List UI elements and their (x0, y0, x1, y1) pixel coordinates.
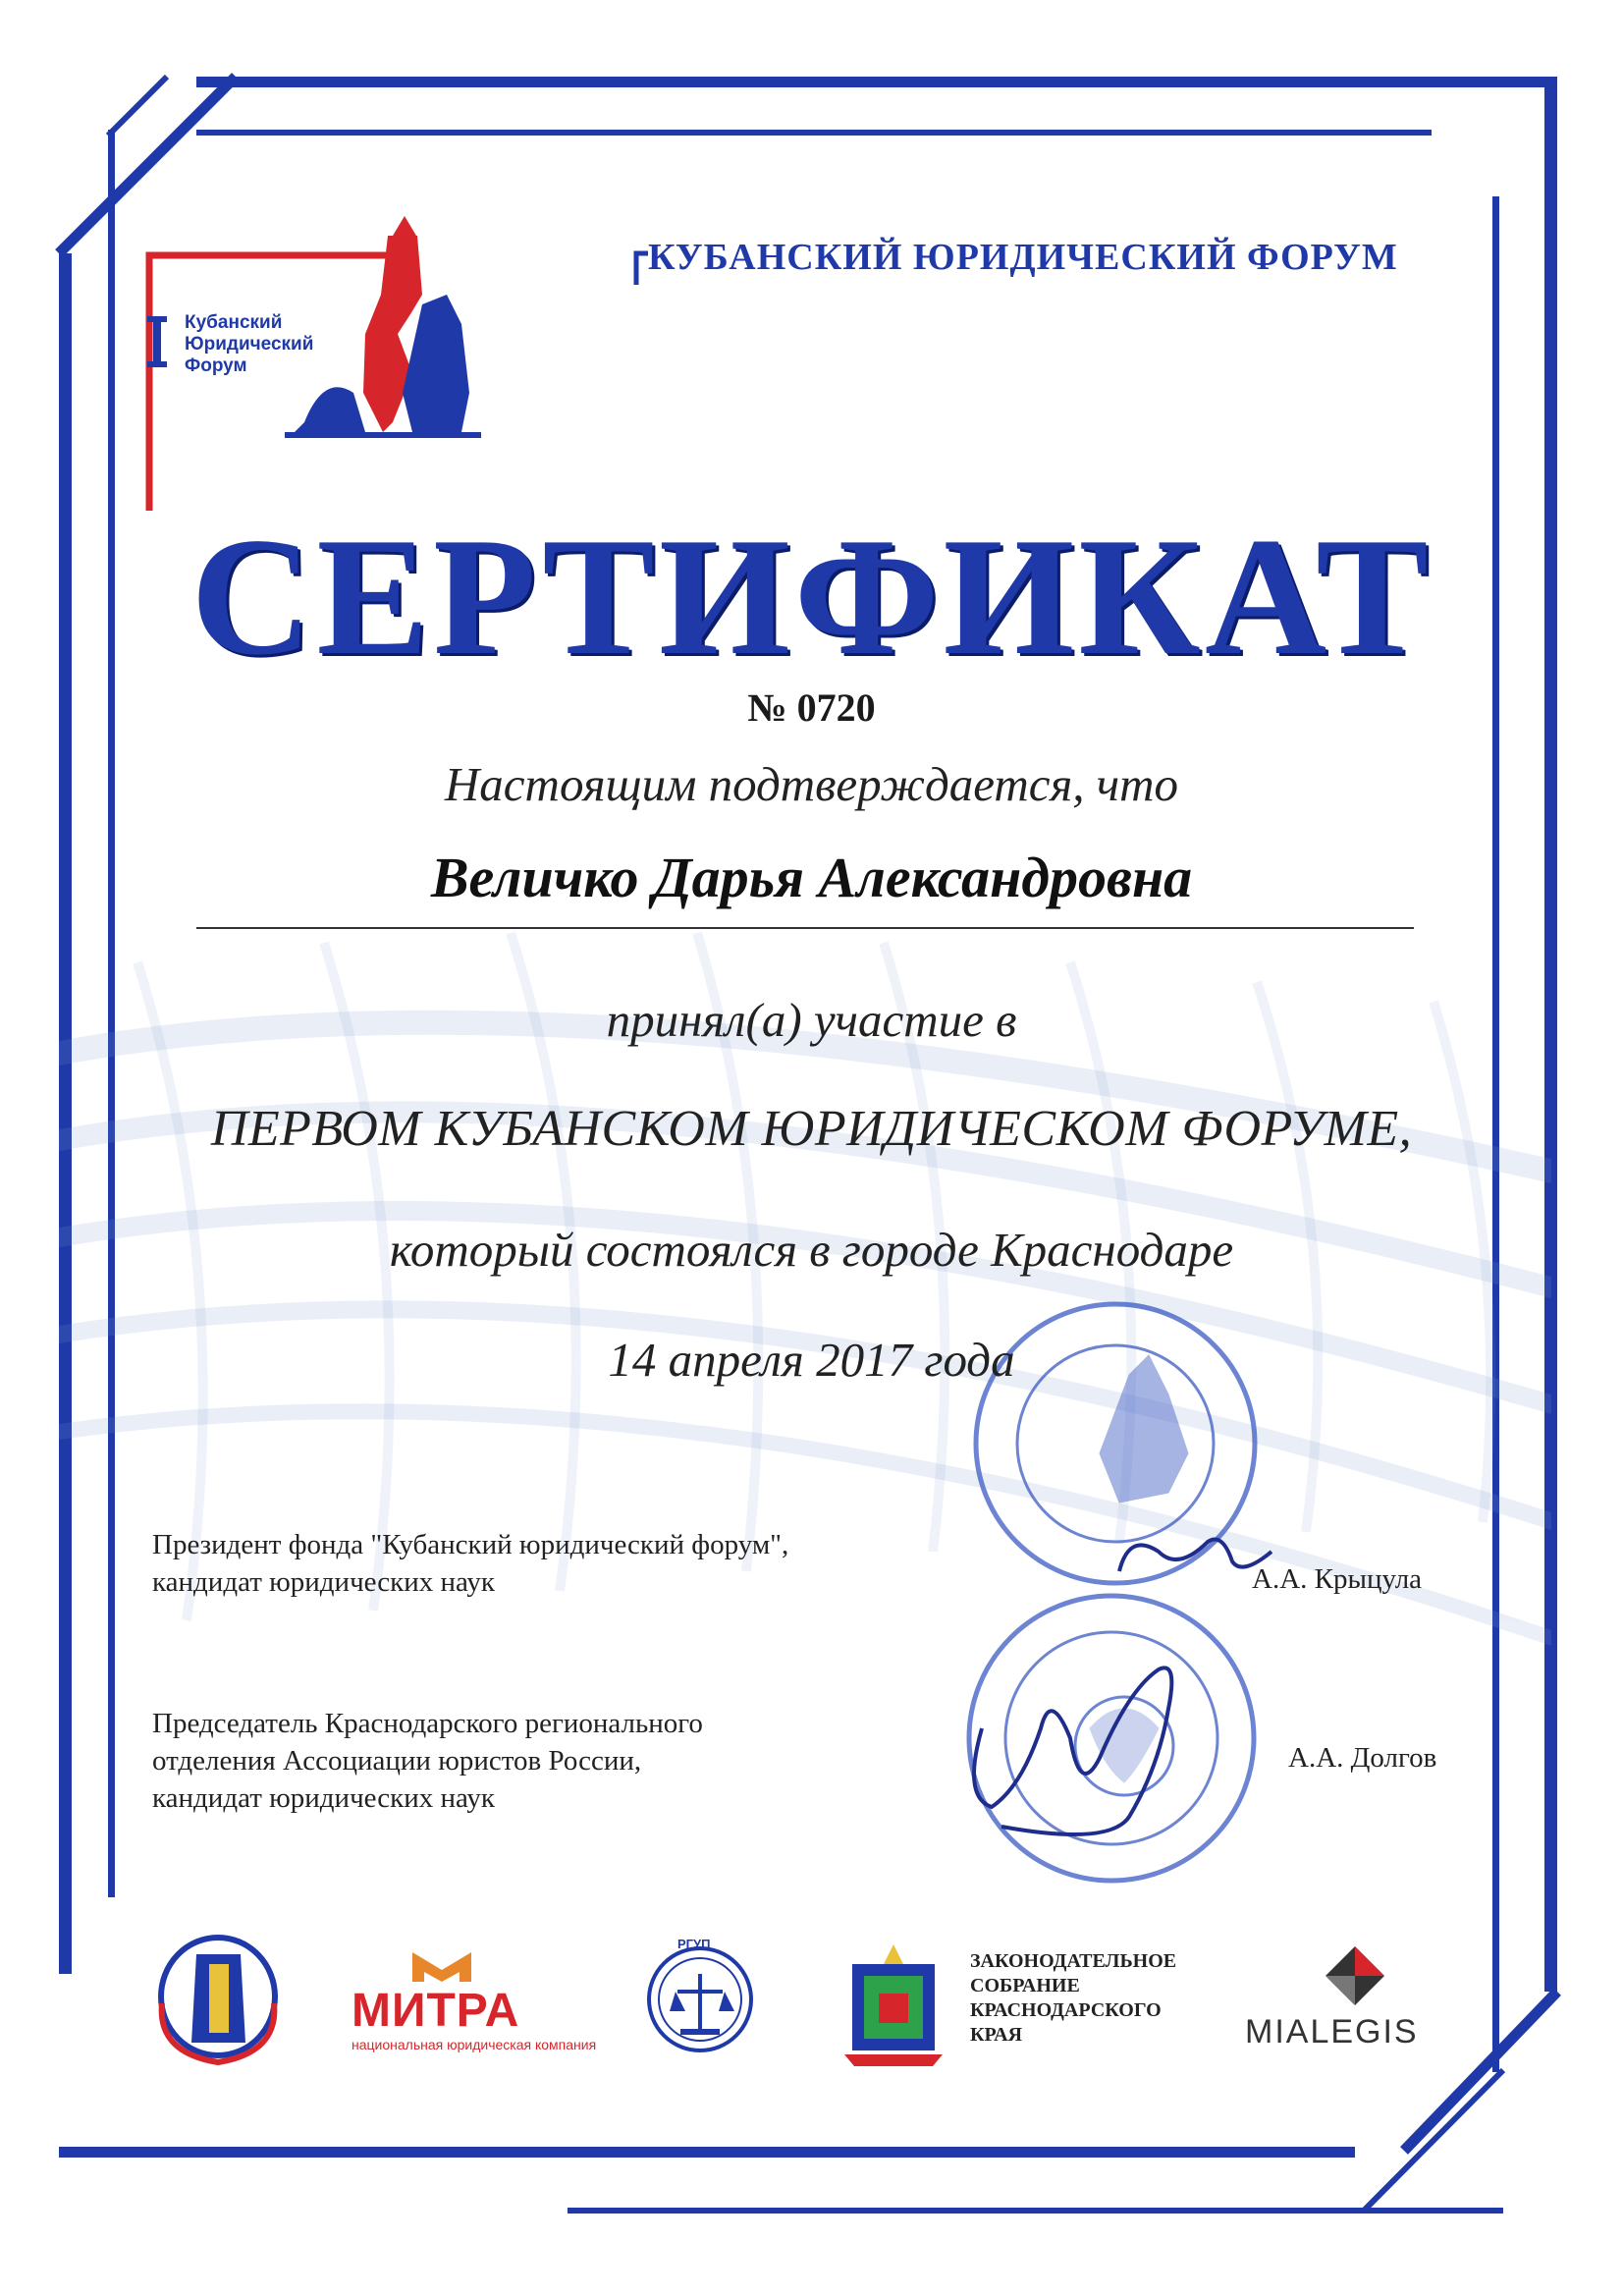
signatory-2-name: А.А. Долгов (1288, 1742, 1437, 1774)
mialegis-logo-name: MIALEGIS (1245, 2013, 1419, 2050)
position-line: Президент фонда "Кубанский юридический форум", (152, 1529, 789, 1560)
assembly-line: КРАСНОДАРСКОГО (970, 1999, 1162, 2021)
forum-logo-text (185, 312, 313, 377)
forum-logo-line: Кубанский (185, 312, 283, 333)
location-line: который состоялся в городе Краснодаре (389, 1223, 1234, 1277)
position-line: Председатель Краснодарского регионального (152, 1708, 703, 1739)
assembly-name (970, 1949, 1176, 2048)
mitra-logo-name: МИТРА (352, 1985, 520, 2037)
association-lawyers-logo (161, 1938, 275, 2062)
event-date: 14 апреля 2017 года (608, 1333, 1015, 1387)
event-name: ПЕРВОМ КУБАНСКОМ ЮРИДИЧЕСКОМ ФОРУМЕ, (210, 1101, 1413, 1157)
assembly-line: ЗАКОНОДАТЕЛЬНОЕ (970, 1950, 1177, 1972)
forum-logo-line: Форум (185, 355, 247, 376)
certificate-title: СЕРТИФИКАТ (190, 504, 1433, 690)
forum-logo-line: Юридический (185, 334, 314, 355)
signatory-2-position (152, 1705, 703, 1817)
position-line: отделения Ассоциации юристов России, (152, 1745, 642, 1777)
mitra-logo-subtitle: национальная юридическая компания (352, 2037, 597, 2052)
rgup-label: РГУП (677, 1937, 711, 1951)
assembly-line: КРАЯ (970, 2024, 1023, 2046)
participation-line: принял(а) участие в (606, 993, 1017, 1047)
confirm-line: Настоящим подтверждается, что (444, 757, 1179, 811)
position-line: кандидат юридических наук (152, 1782, 495, 1814)
name-underline (196, 927, 1414, 929)
assembly-line: СОБРАНИЕ (970, 1975, 1080, 1996)
signatory-1-position (152, 1526, 788, 1601)
signatory-1-name: А.А. Крыцула (1252, 1563, 1423, 1595)
certificate-number: № 0720 (747, 685, 876, 730)
position-line: кандидат юридических наук (152, 1566, 495, 1598)
recipient-name: Величко Дарья Александровна (430, 846, 1193, 909)
forum-title: КУБАНСКИЙ ЮРИДИЧЕСКИЙ ФОРУМ (648, 237, 1398, 278)
